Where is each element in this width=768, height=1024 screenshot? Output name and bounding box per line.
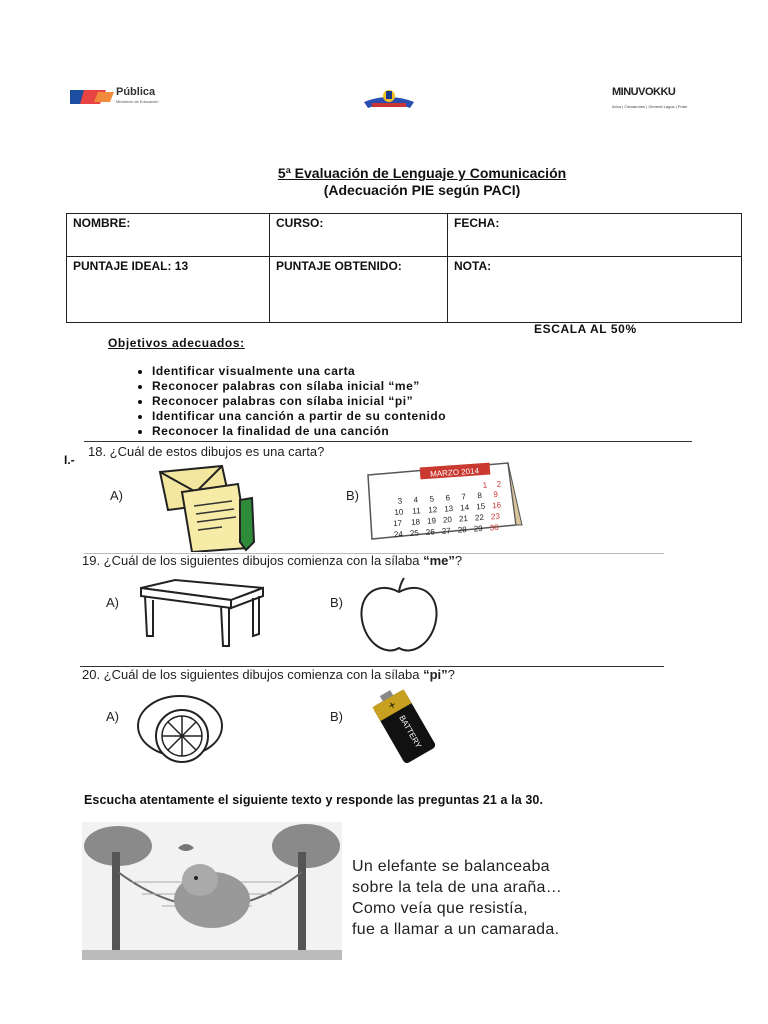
fecha-cell[interactable]: FECHA: [448, 214, 742, 257]
poem-line: Un elefante se balanceaba [352, 858, 550, 875]
objectives-list [130, 364, 446, 439]
puntaje-obtenido-cell[interactable]: PUNTAJE OBTENIDO: [270, 257, 448, 323]
logo-right-subtitle: Arica | Camarones | General Lagos | Putre [612, 104, 688, 109]
battery-label: BATTERY [397, 713, 424, 750]
student-info-table [66, 213, 742, 323]
calendar-day: 19 [426, 516, 437, 526]
q19-option-a[interactable]: A) [106, 595, 119, 610]
section-label: I.- [64, 453, 75, 467]
calendar-day: 22 [474, 512, 485, 523]
page-title [200, 165, 644, 199]
question-20-suffix: ? [447, 667, 455, 682]
ministerio-logo [70, 86, 200, 108]
table-icon[interactable] [135, 578, 267, 648]
syllable-pi: “pi” [423, 667, 448, 682]
logo-bars-icon [70, 90, 114, 104]
calendar-day: 20 [442, 515, 453, 525]
battery-icon[interactable] [364, 684, 444, 768]
q19-option-b[interactable]: B) [330, 595, 343, 610]
calendar-day: 1 [482, 480, 488, 490]
curso-cell[interactable]: CURSO: [270, 214, 448, 257]
divider [84, 441, 692, 442]
nota-cell[interactable]: NOTA: [448, 257, 742, 323]
objective-item: • Reconocer palabras con sílaba inicial “pi” [152, 394, 446, 409]
q20-option-a[interactable]: A) [106, 709, 119, 724]
q18-option-b[interactable]: B) [346, 488, 359, 503]
elephant-hammock-illustration [82, 822, 342, 960]
logo-left-name: Pública [116, 86, 156, 98]
question-18: 18. ¿Cuál de estos dibujos es una carta? [88, 444, 325, 459]
calendar-day: 7 [461, 492, 467, 502]
logo-left-subtitle: Ministerio de Educación [116, 99, 159, 104]
q18-option-a[interactable]: A) [110, 488, 123, 503]
objectives-title: Objetivos adecuados: [108, 336, 245, 350]
listening-intro: Escucha atentamente el siguiente texto y responde las preguntas 21 a la 30. [84, 793, 544, 807]
calendar-day: 10 [394, 507, 404, 518]
calendar-day: 25 [409, 528, 420, 539]
calendar-day: 24 [393, 529, 404, 540]
calendar-day: 16 [491, 500, 502, 511]
school-crest-icon [360, 88, 418, 110]
calendar-day: 14 [459, 502, 470, 513]
calendar-day: 15 [475, 501, 486, 512]
syllable-me: “me” [423, 553, 455, 568]
letter-envelope-icon[interactable] [152, 462, 270, 552]
title-line-1: 5ª Evaluación de Lenguaje y Comunicación [277, 165, 567, 181]
svg-text:+: + [385, 697, 399, 714]
calendar-day: 11 [412, 506, 421, 516]
question-19 [82, 553, 462, 568]
calendar-day: 28 [457, 525, 468, 535]
calendar-day: 9 [493, 489, 499, 500]
calendar-day: 30 [489, 522, 499, 533]
calendar-day: 23 [490, 511, 501, 522]
calendar-icon[interactable] [358, 455, 524, 543]
calendar-day: 12 [428, 505, 438, 515]
question-19-text: 19. ¿Cuál de los siguientes dibujos comienza con la sílaba [82, 553, 424, 568]
calendar-day: 18 [410, 517, 421, 527]
municipality-logo [612, 86, 712, 112]
escala-label: ESCALA AL 50% [534, 322, 637, 336]
nombre-cell[interactable]: NOMBRE: [67, 214, 270, 257]
q20-option-b[interactable]: B) [330, 709, 343, 724]
calendar-day: 4 [413, 495, 419, 505]
objective-item: • Identificar visualmente una carta [152, 364, 446, 379]
calendar-day: 2 [496, 479, 502, 489]
calendar-day: 17 [392, 518, 403, 529]
question-20-text: 20. ¿Cuál de los siguientes dibujos comienza con la sílaba [82, 667, 424, 682]
title-line-2: (Adecuación PIE según PACI) [323, 182, 521, 198]
poem-line: fue a llamar a un camarada. [352, 921, 560, 938]
calendar-day: 3 [397, 496, 403, 506]
lemon-icon[interactable] [132, 686, 240, 768]
puntaje-ideal-cell: PUNTAJE IDEAL: 13 [67, 257, 270, 323]
poem-line: sobre la tela de una araña… [352, 879, 563, 896]
calendar-day: 29 [473, 523, 483, 534]
objective-item: • Reconocer la finalidad de una canción [152, 424, 446, 439]
calendar-day: 6 [445, 493, 451, 503]
apple-icon[interactable] [356, 576, 442, 656]
calendar-day: 21 [458, 513, 469, 524]
calendar-day: 5 [429, 494, 435, 504]
objective-item: • Reconocer palabras con sílaba inicial “me” [152, 379, 446, 394]
calendar-day: 13 [443, 503, 454, 514]
poem-text [352, 856, 562, 940]
calendar-day: 8 [477, 490, 483, 501]
logo-right-name: MINUVOKKU [612, 86, 676, 98]
question-19-suffix: ? [454, 553, 463, 568]
calendar-day: 26 [425, 527, 436, 537]
question-20 [82, 667, 455, 682]
objective-item: • Identificar una canción a partir de su contenido [152, 409, 446, 424]
poem-line: Como veía que resistía, [352, 900, 528, 917]
calendar-day: 27 [441, 526, 452, 536]
calendar-month: MARZO 2014 [429, 466, 480, 479]
